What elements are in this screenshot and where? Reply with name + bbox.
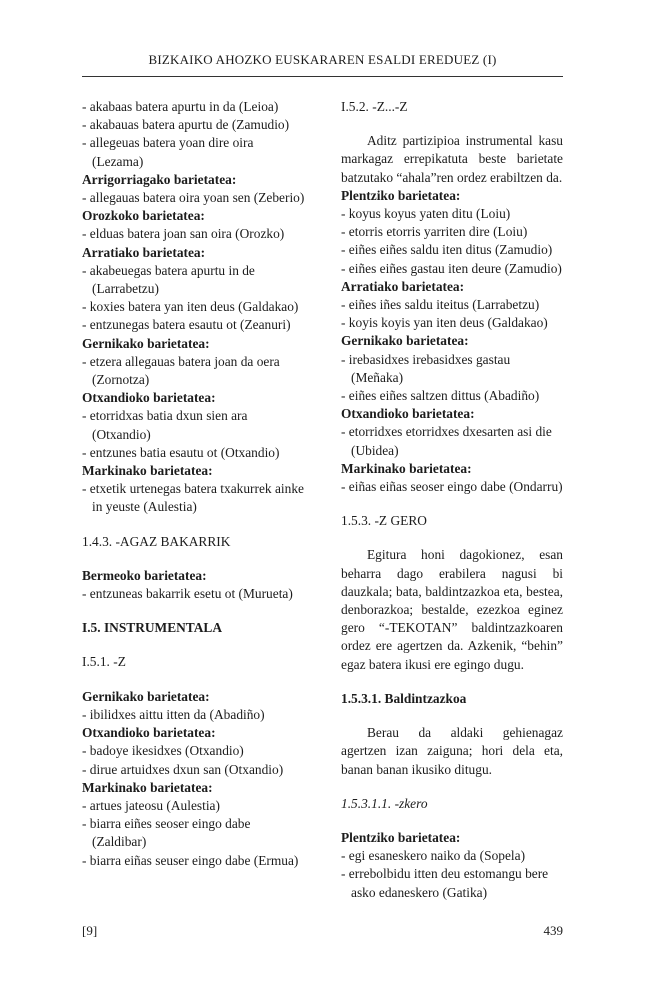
section-heading: 1.5.3.1.1. -zkero xyxy=(341,795,428,811)
list-item: - ibilidxes aittu itten da (Abadiño) xyxy=(82,706,265,722)
list-item: - biarra eiñas seuser eingo dabe (Ermua) xyxy=(82,852,299,868)
list-item: - badoye ikesidxes (Otxandio) xyxy=(82,743,244,759)
list-item: - akabauas batera apurtu de (Zamudio) xyxy=(82,117,290,133)
list-item: - etorris etorris yarriten dire (Loiu) xyxy=(341,224,528,240)
variety-heading: Bermeoko barietatea: xyxy=(82,567,207,583)
page-number: 439 xyxy=(543,923,563,938)
list-item: - elduas batera joan san oira (Orozko) xyxy=(82,226,285,242)
list-item: - irebasidxes irebasidxes gastau (Meñaka) xyxy=(341,351,511,385)
list-item: - biarra eiñes seoser eingo dabe (Zaldibar) xyxy=(82,816,251,850)
section-heading: 1.5.3. -Z GERO xyxy=(341,513,427,529)
list-item: - eiñas eiñas seoser eingo dabe (Ondarru) xyxy=(341,479,563,495)
right-column xyxy=(341,98,563,902)
section-heading: 1.4.3. -AGAZ BAKARRIK xyxy=(82,533,231,549)
list-item: - eiñes iñes saldu iteitus (Larrabetzu) xyxy=(341,297,540,313)
list-item: - entzuneas bakarrik esetu ot (Murueta) xyxy=(82,586,293,602)
variety-heading: Arrigorriagako barietatea: xyxy=(82,171,237,187)
variety-heading: Markinako barietatea: xyxy=(82,463,213,479)
list-item: - etorridxes etorridxes dxesarten asi die (Ubidea) xyxy=(341,424,552,458)
list-item: - etzera allegauas batera joan da oera (Zornotza) xyxy=(82,353,280,388)
paragraph: Egitura honi dagokionez, esan beharra dago erabilera nagusi bi dauzkala; bata, baldintzazkoa eta, bestea, denborazkoa; bestalde, ezezkoa eginez gero “-TEKOTAN” baldintzazkoaren ordez ere agertzen da. Azkenik, “behin” egaz batera ikusi ere egingo dugu. xyxy=(341,547,563,672)
list-item: - eiñes eiñes saltzen dittus (Abadiño) xyxy=(341,388,540,404)
variety-heading: Gernikako barietatea: xyxy=(82,688,210,704)
list-item: - koxies batera yan iten deus (Galdakao) xyxy=(82,299,299,315)
paragraph: Aditz partizipioa instrumental kasu markagaz errepikatuta beste barietate batzutako “ahala”ren ordez erabiltzen da. xyxy=(341,133,563,185)
variety-heading: Otxandioko barietatea: xyxy=(82,725,216,741)
list-item: - etorridxas batia dxun sien ara (Otxandio) xyxy=(82,408,248,442)
paragraph: Berau da aldaki gehienagaz agertzen izan zaiguna; hori dela eta, banan banan ikusiko ditugu. xyxy=(341,725,563,777)
variety-heading: Otxandioko barietatea: xyxy=(341,406,475,422)
list-item: - akabaas batera apurtu in da (Leioa) xyxy=(82,99,279,114)
section-heading: I.5.2. -Z...-Z xyxy=(341,99,408,114)
list-item: - koyis koyis yan iten deus (Galdakao) xyxy=(341,315,548,331)
list-item: - allegauas batera oira yoan sen (Zeberio) xyxy=(82,190,305,206)
variety-heading: Plentziko barietatea: xyxy=(341,187,461,203)
section-heading: I.5.1. -Z xyxy=(82,654,126,670)
variety-heading: Arratiako barietatea: xyxy=(341,278,465,294)
list-item: - egi esaneskero naiko da (Sopela) xyxy=(341,848,526,864)
list-item: - entzunes batia esautu ot (Otxandio) xyxy=(82,444,280,460)
list-item: - koyus koyus yaten ditu (Loiu) xyxy=(341,206,511,222)
variety-heading: Gernikako barietatea: xyxy=(341,333,469,349)
section-heading: I.5. INSTRUMENTALA xyxy=(82,620,222,636)
list-item: - dirue artuidxes dxun san (Otxandio) xyxy=(82,761,284,777)
list-item: - artues jateosu (Aulestia) xyxy=(82,797,220,813)
list-item: - eiñes eiñes saldu iten ditus (Zamudio) xyxy=(341,242,553,258)
list-item: - errebolbidu itten deu estomangu bere asko edaneskero (Gatika) xyxy=(341,866,549,900)
list-item: - eiñes eiñes gastau iten deure (Zamudio) xyxy=(341,260,562,276)
variety-heading: Gernikako barietatea: xyxy=(82,335,210,351)
list-item: - akabeuegas batera apurtu in de (Larrabetzu) xyxy=(82,262,255,297)
footer-left: [9] xyxy=(82,923,98,938)
variety-heading: Markinako barietatea: xyxy=(341,460,472,476)
list-item: - allegeuas batera yoan dire oira (Lezama) xyxy=(82,135,254,169)
section-heading: 1.5.3.1. Baldintzazkoa xyxy=(341,690,467,706)
left-column xyxy=(82,98,306,870)
list-item: - entzunegas batera esautu ot (Zeanuri) xyxy=(82,317,291,333)
variety-heading: Markinako barietatea: xyxy=(82,779,213,795)
variety-heading: Otxandioko barietatea: xyxy=(82,390,216,406)
variety-heading: Orozkoko barietatea: xyxy=(82,208,205,224)
header-rule xyxy=(82,76,563,77)
variety-heading: Arratiako barietatea: xyxy=(82,244,206,260)
variety-heading: Plentziko barietatea: xyxy=(341,829,461,845)
list-item: - etxetik urtenegas batera txakurrek ainke in yeuste (Aulestia) xyxy=(82,481,304,515)
running-header: BIZKAIKO AHOZKO EUSKARAREN ESALDI EREDUEZ (I) xyxy=(148,52,497,67)
